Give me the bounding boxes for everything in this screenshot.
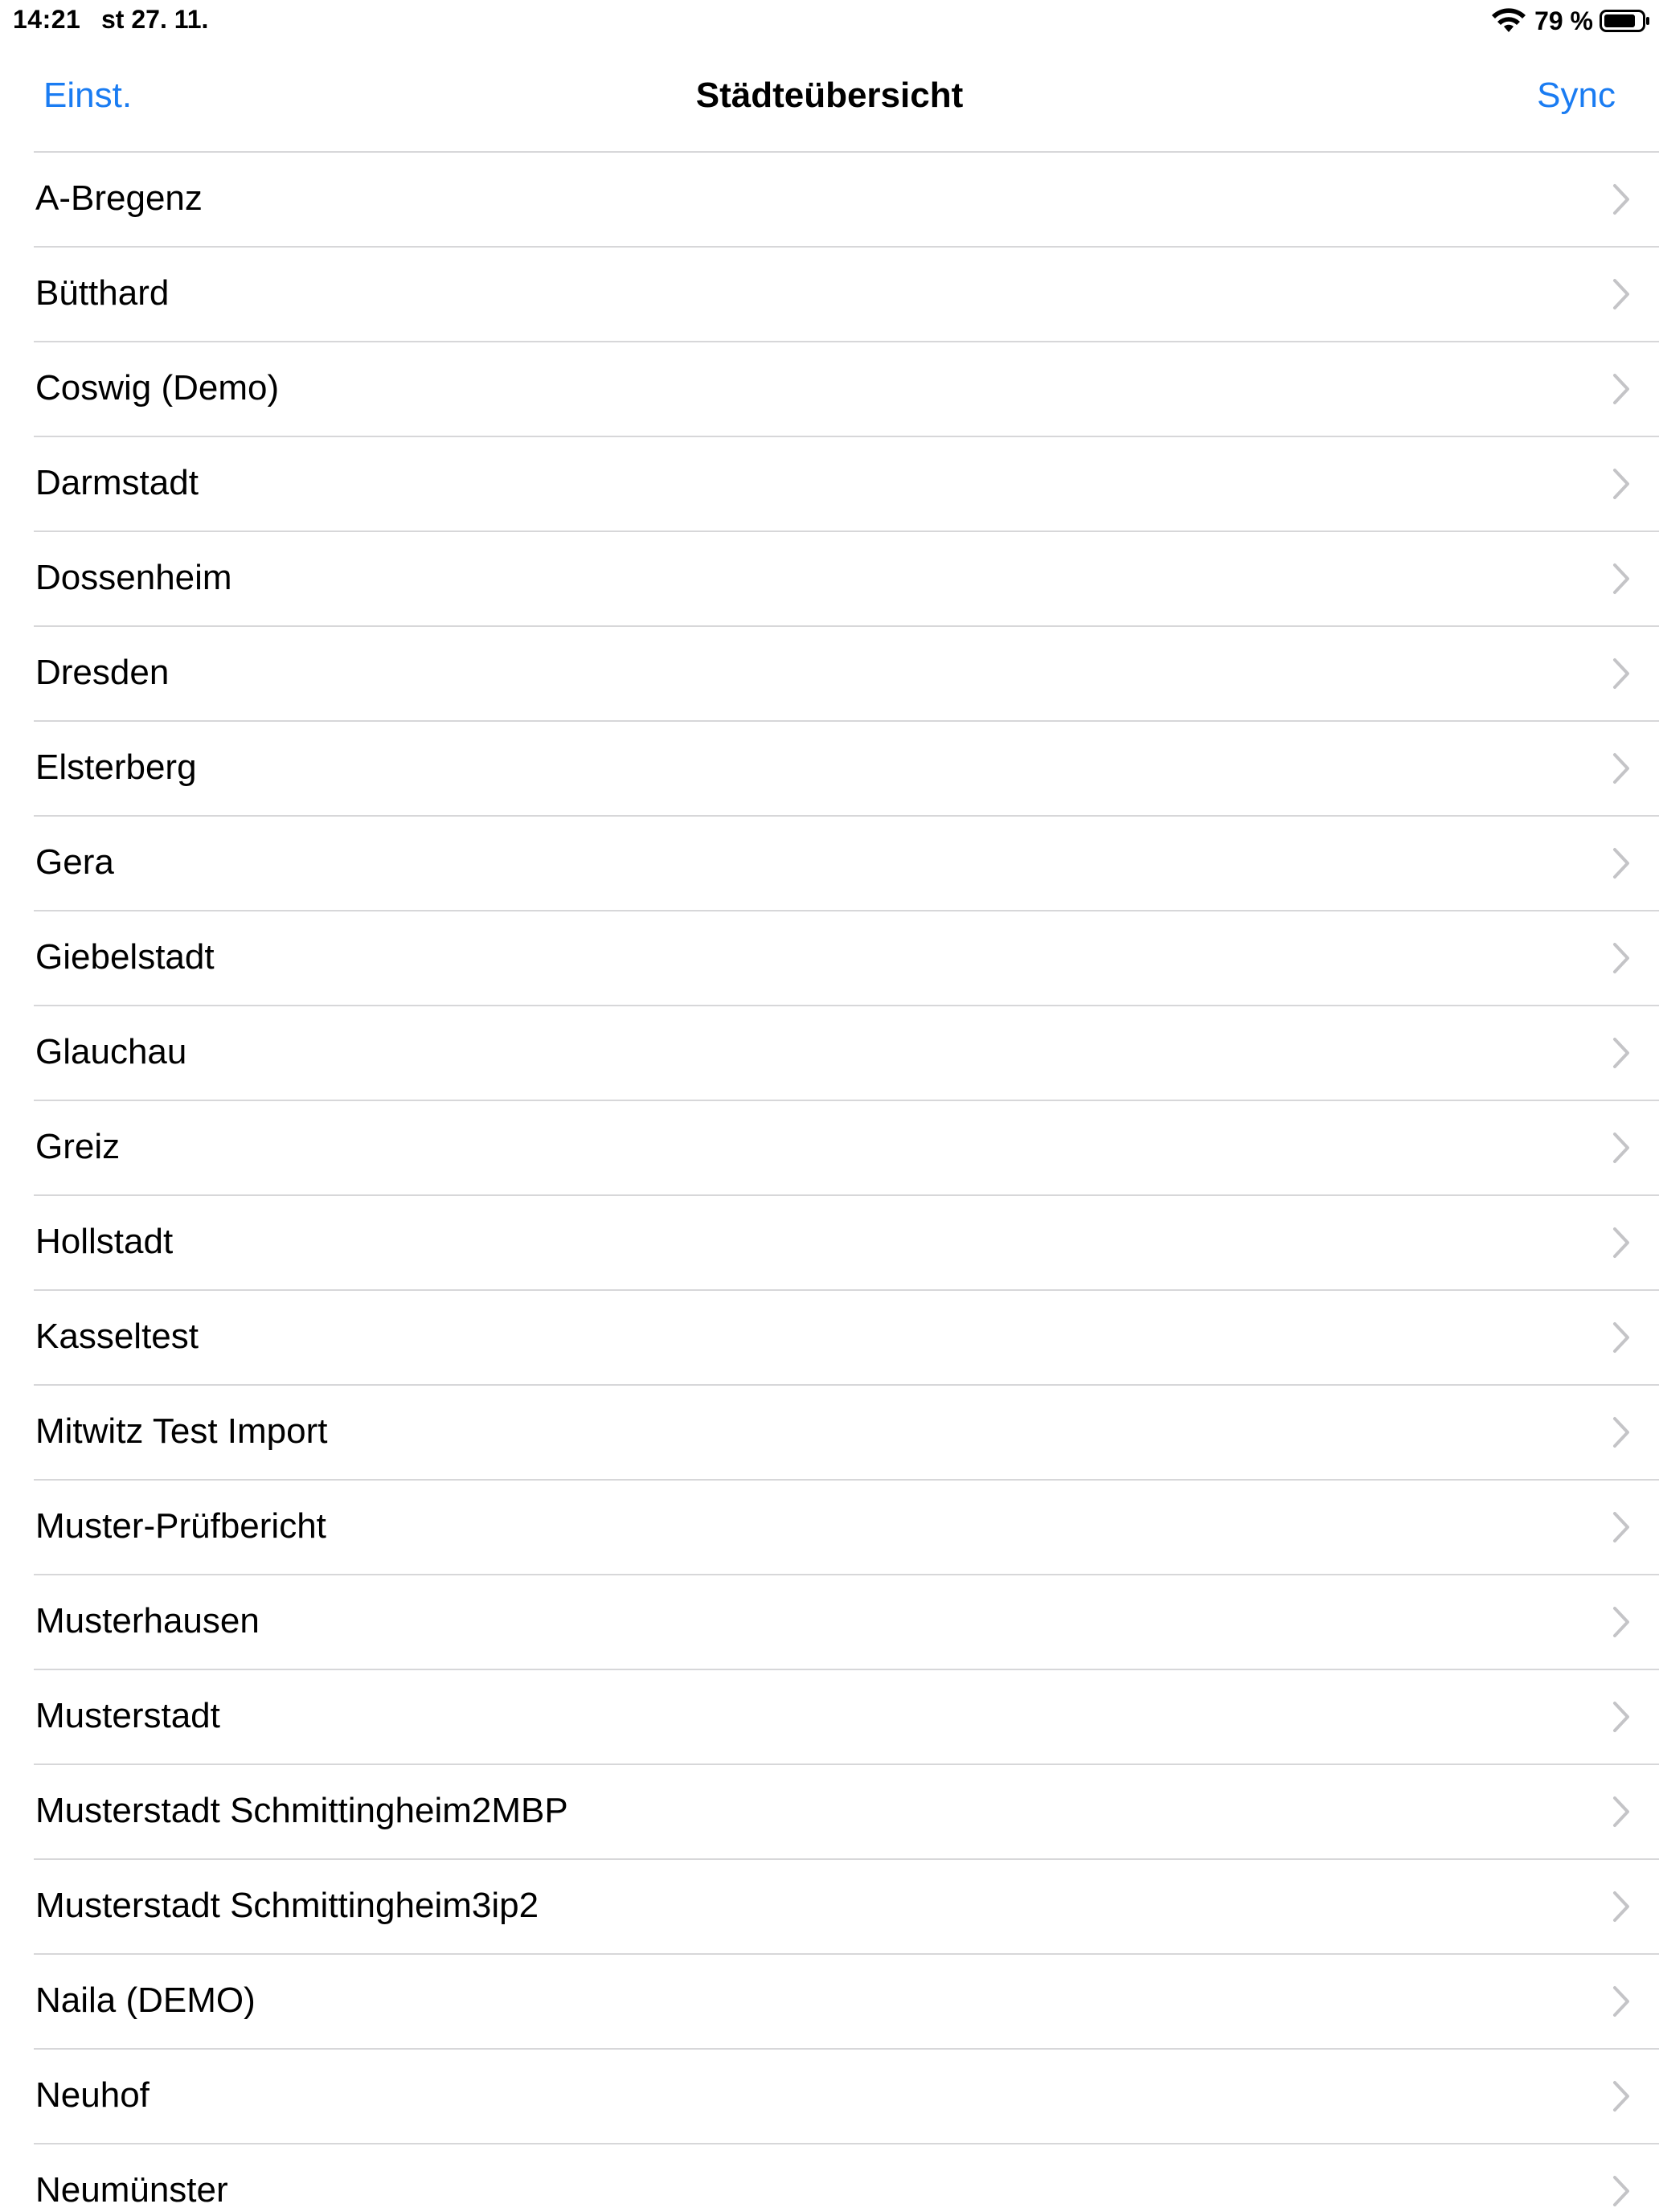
chevron-right-icon — [1612, 1227, 1630, 1259]
city-row-dossenheim[interactable] — [34, 530, 1659, 625]
city-row-musterstadt[interactable] — [34, 1669, 1659, 1763]
chevron-right-icon — [1612, 1796, 1630, 1828]
city-label: Gera — [35, 842, 114, 882]
chevron-right-icon — [1612, 1321, 1630, 1354]
status-date: st 27. 11. — [101, 5, 209, 34]
chevron-right-icon — [1612, 278, 1630, 310]
city-label: Elsterberg — [35, 748, 197, 787]
city-row-neuhof[interactable] — [34, 2048, 1659, 2143]
chevron-right-icon — [1612, 1037, 1630, 1069]
city-label: Naila (DEMO) — [35, 1981, 256, 2020]
chevron-right-icon — [1612, 1701, 1630, 1733]
city-list — [0, 151, 1659, 2212]
city-row-kasseltest[interactable] — [34, 1289, 1659, 1384]
chevron-right-icon — [1612, 183, 1630, 215]
city-label: Neumünster — [35, 2170, 228, 2210]
city-row-gera[interactable] — [34, 815, 1659, 910]
city-label: Musterstadt Schmittingheim3ip2 — [35, 1886, 539, 1925]
city-row-elsterberg[interactable] — [34, 720, 1659, 815]
city-row-giebelstadt[interactable] — [34, 910, 1659, 1005]
page-title: Städteübersicht — [695, 76, 964, 115]
city-row-mitwitz-test-import[interactable] — [34, 1384, 1659, 1479]
battery-percentage: 79 % — [1534, 6, 1593, 35]
city-row-dresden[interactable] — [34, 625, 1659, 720]
city-label: Bütthard — [35, 273, 170, 313]
chevron-right-icon — [1612, 373, 1630, 405]
city-label: Glauchau — [35, 1032, 187, 1071]
chevron-right-icon — [1612, 1890, 1630, 1923]
status-time: 14:21 — [13, 5, 81, 34]
chevron-right-icon — [1612, 657, 1630, 690]
chevron-right-icon — [1612, 1132, 1630, 1164]
chevron-right-icon — [1612, 468, 1630, 500]
city-label: Musterhausen — [35, 1601, 260, 1641]
city-row-greiz[interactable] — [34, 1100, 1659, 1194]
city-label: Dresden — [35, 653, 170, 692]
city-row-glauchau[interactable] — [34, 1005, 1659, 1100]
sync-button[interactable]: Sync — [1537, 76, 1616, 115]
city-label: Neuhof — [35, 2075, 150, 2115]
city-row-buetthard[interactable] — [34, 246, 1659, 341]
city-row-musterstadt-schmittingheim2mbp[interactable] — [34, 1763, 1659, 1858]
city-label: Mitwitz Test Import — [35, 1411, 328, 1451]
city-label: Muster-Prüfbericht — [35, 1506, 326, 1546]
city-row-naila-demo[interactable] — [34, 1953, 1659, 2048]
city-label: Musterstadt — [35, 1696, 220, 1735]
chevron-right-icon — [1612, 847, 1630, 879]
chevron-right-icon — [1612, 2175, 1630, 2207]
city-row-neumuenster[interactable] — [34, 2143, 1659, 2212]
city-row-a-bregenz[interactable] — [34, 151, 1659, 246]
city-label: Darmstadt — [35, 463, 199, 502]
navigation-bar — [0, 45, 1659, 151]
city-row-coswig-demo[interactable] — [34, 341, 1659, 436]
city-row-musterstadt-schmittingheim3ip2[interactable] — [34, 1858, 1659, 1953]
city-label: Coswig (Demo) — [35, 368, 280, 408]
city-label: Musterstadt Schmittingheim2MBP — [35, 1791, 568, 1830]
chevron-right-icon — [1612, 1511, 1630, 1543]
city-label: A-Bregenz — [35, 178, 203, 218]
chevron-right-icon — [1612, 1416, 1630, 1448]
city-label: Dossenheim — [35, 558, 232, 597]
chevron-right-icon — [1612, 563, 1630, 595]
city-row-muster-pruefbericht[interactable] — [34, 1479, 1659, 1574]
chevron-right-icon — [1612, 2080, 1630, 2112]
chevron-right-icon — [1612, 942, 1630, 974]
status-bar — [0, 0, 1659, 45]
city-label: Hollstadt — [35, 1222, 174, 1261]
city-row-hollstadt[interactable] — [34, 1194, 1659, 1289]
city-label: Kasseltest — [35, 1317, 199, 1356]
chevron-right-icon — [1612, 1985, 1630, 2017]
chevron-right-icon — [1612, 1606, 1630, 1638]
city-label: Giebelstadt — [35, 937, 215, 977]
city-row-musterhausen[interactable] — [34, 1574, 1659, 1669]
settings-button[interactable]: Einst. — [43, 76, 133, 115]
battery-icon — [1600, 8, 1651, 34]
city-label: Greiz — [35, 1127, 121, 1166]
chevron-right-icon — [1612, 752, 1630, 784]
wifi-icon — [1491, 8, 1526, 34]
city-row-darmstadt[interactable] — [34, 436, 1659, 530]
status-indicators — [1491, 5, 1651, 37]
